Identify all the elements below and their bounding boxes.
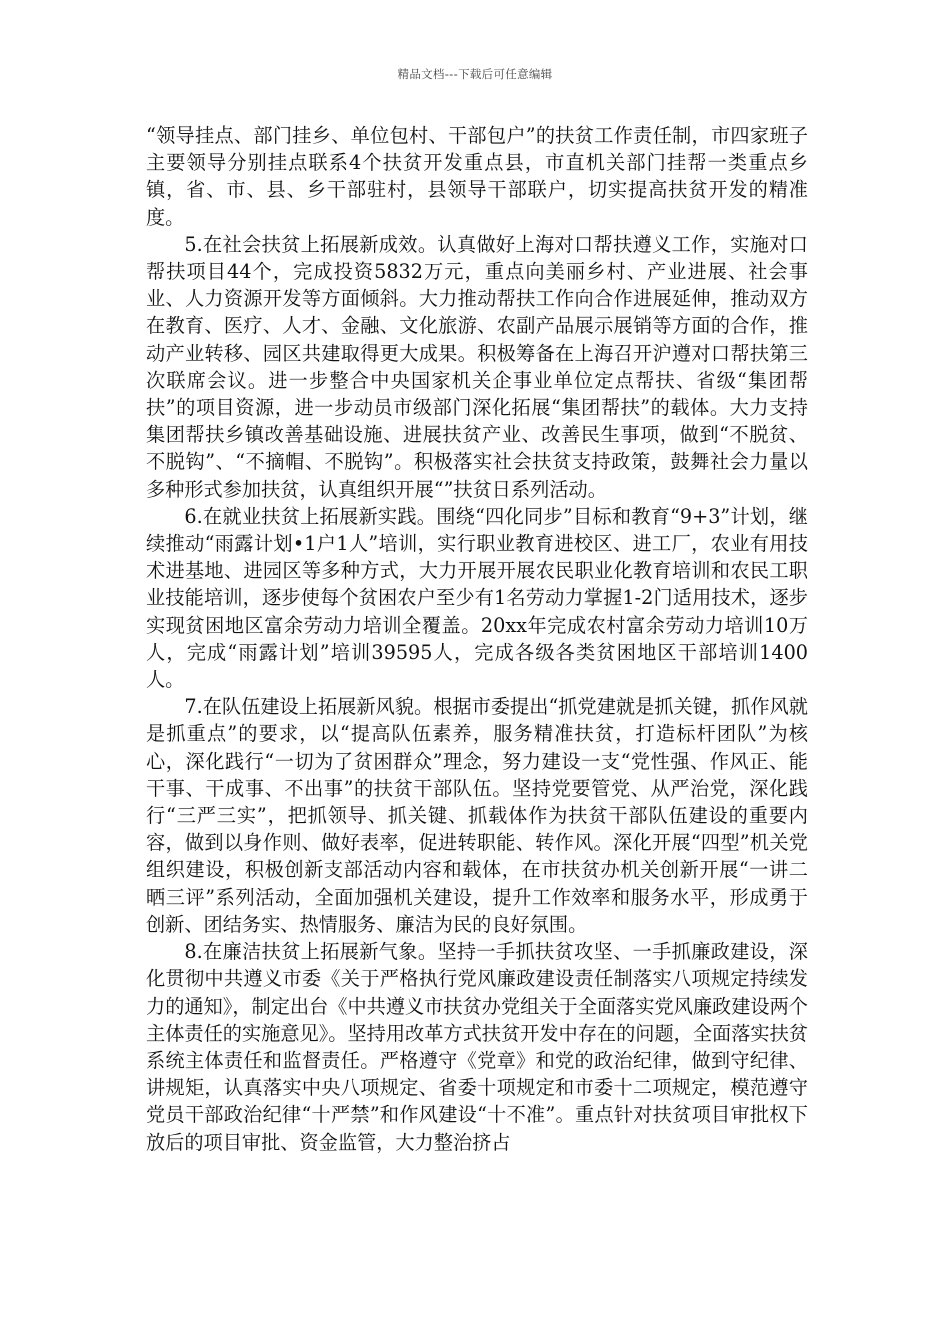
document-body [146, 122, 808, 1156]
page-header: 精品文档---下载后可任意编辑 [397, 67, 553, 81]
paragraph-social-poverty-relief: 5.在社会扶贫上拓展新成效。认真做好上海对口帮扶遵义工作，实施对口帮扶项目44个，完成投资5832万元，重点向美丽乡村、产业进展、社会事业、人力资源开发等方面倾斜。大力推动帮扶工作向合作进展延伸，推动双方在教育、医疗、人才、金融、文化旅游、农副产品展示展销等方面的合作，推动产业转移、园区共建取得更大成果。积极筹备在上海召开沪遵对口帮扶第三次联席会议。进一步整合中央国家机关企事业单位定点帮扶、省级“集团帮扶”的项目资源，进一步动员市级部门深化拓展“集团帮扶”的载体。大力支持集团帮扶乡镇改善基础设施、进展扶贫产业、改善民生事项，做到“不脱贫、不脱钩”、“不摘帽、不脱钩”。积极落实社会扶贫支持政策，鼓舞社会力量以多种形式参加扶贫，认真组织开展“”扶贫日系列活动。 [146, 232, 808, 501]
paragraph-continuation: “领导挂点、部门挂乡、单位包村、干部包户”的扶贫工作责任制，市四家班子主要领导分别挂点联系4个扶贫开发重点县，市直机关部门挂帮一类重点乡镇，省、市、县、乡干部驻村，县领导干部联户，切实提高扶贫开发的精准度。 [146, 124, 808, 229]
paragraph-team-building: 7.在队伍建设上拓展新风貌。根据市委提出“抓党建就是抓关键，抓作风就是抓重点”的要求，以“提高队伍素养，服务精准扶贫，打造标杆团队”为核心，深化践行“一切为了贫困群众”理念，努力建设一支“党性强、作风正、能干事、干成事、不出事”的扶贫干部队伍。坚持党要管党、从严治党，深化践行“三严三实”，把抓领导、抓关键、抓载体作为扶贫干部队伍建设的重要内容，做到以身作则、做好表率，促进转职能、转作风。深化开展“四型”机关党组织建设，积极创新支部活动内容和载体，在市扶贫办机关创新开展“一讲二晒三评”系列活动，全面加强机关建设，提升工作效率和服务水平，形成勇于创新、团结务实、热情服务、廉洁为民的良好氛围。 [146, 695, 808, 936]
paragraph-employment-poverty-relief: 6.在就业扶贫上拓展新实践。围绕“四化同步”目标和教育“9+3”计划，继续推动“雨露计划•1户1人”培训，实行职业教育进校区、进工厂，农业有用技术进基地、进园区等多种方式，大力开展开展农民职业化教育培训和农民工职业技能培训，逐步使每个贫困农户至少有1名劳动力掌握1-2门适用技术，逐步实现贫困地区富余劳动力培训全覆盖。20xx年完成农村富余劳动力培训10万人，完成“雨露计划”培训39595人，完成各级各类贫困地区干部培训1400人。 [146, 504, 808, 692]
paragraph-clean-governance: 8.在廉洁扶贫上拓展新气象。坚持一手抓扶贫攻坚、一手抓廉政建设，深化贯彻中共遵义市委《关于严格执行党风廉政建设责任制落实八项规定持续发力的通知》，制定出台《中共遵义市扶贫办党组关于全面落实党风廉政建设两个主体责任的实施意见》。坚持用改革方式扶贫开发中存在的问题，全面落实扶贫系统主体责任和监督责任。严格遵守《党章》和党的政治纪律，做到守纪律、讲规矩，认真落实中央八项规定、省委十项规定和市委十二项规定，模范遵守党员干部政治纪律“十严禁”和作风建设“十不准”。重点针对扶贫项目审批权下放后的项目审批、资金监管，大力整治挤占 [146, 940, 808, 1154]
